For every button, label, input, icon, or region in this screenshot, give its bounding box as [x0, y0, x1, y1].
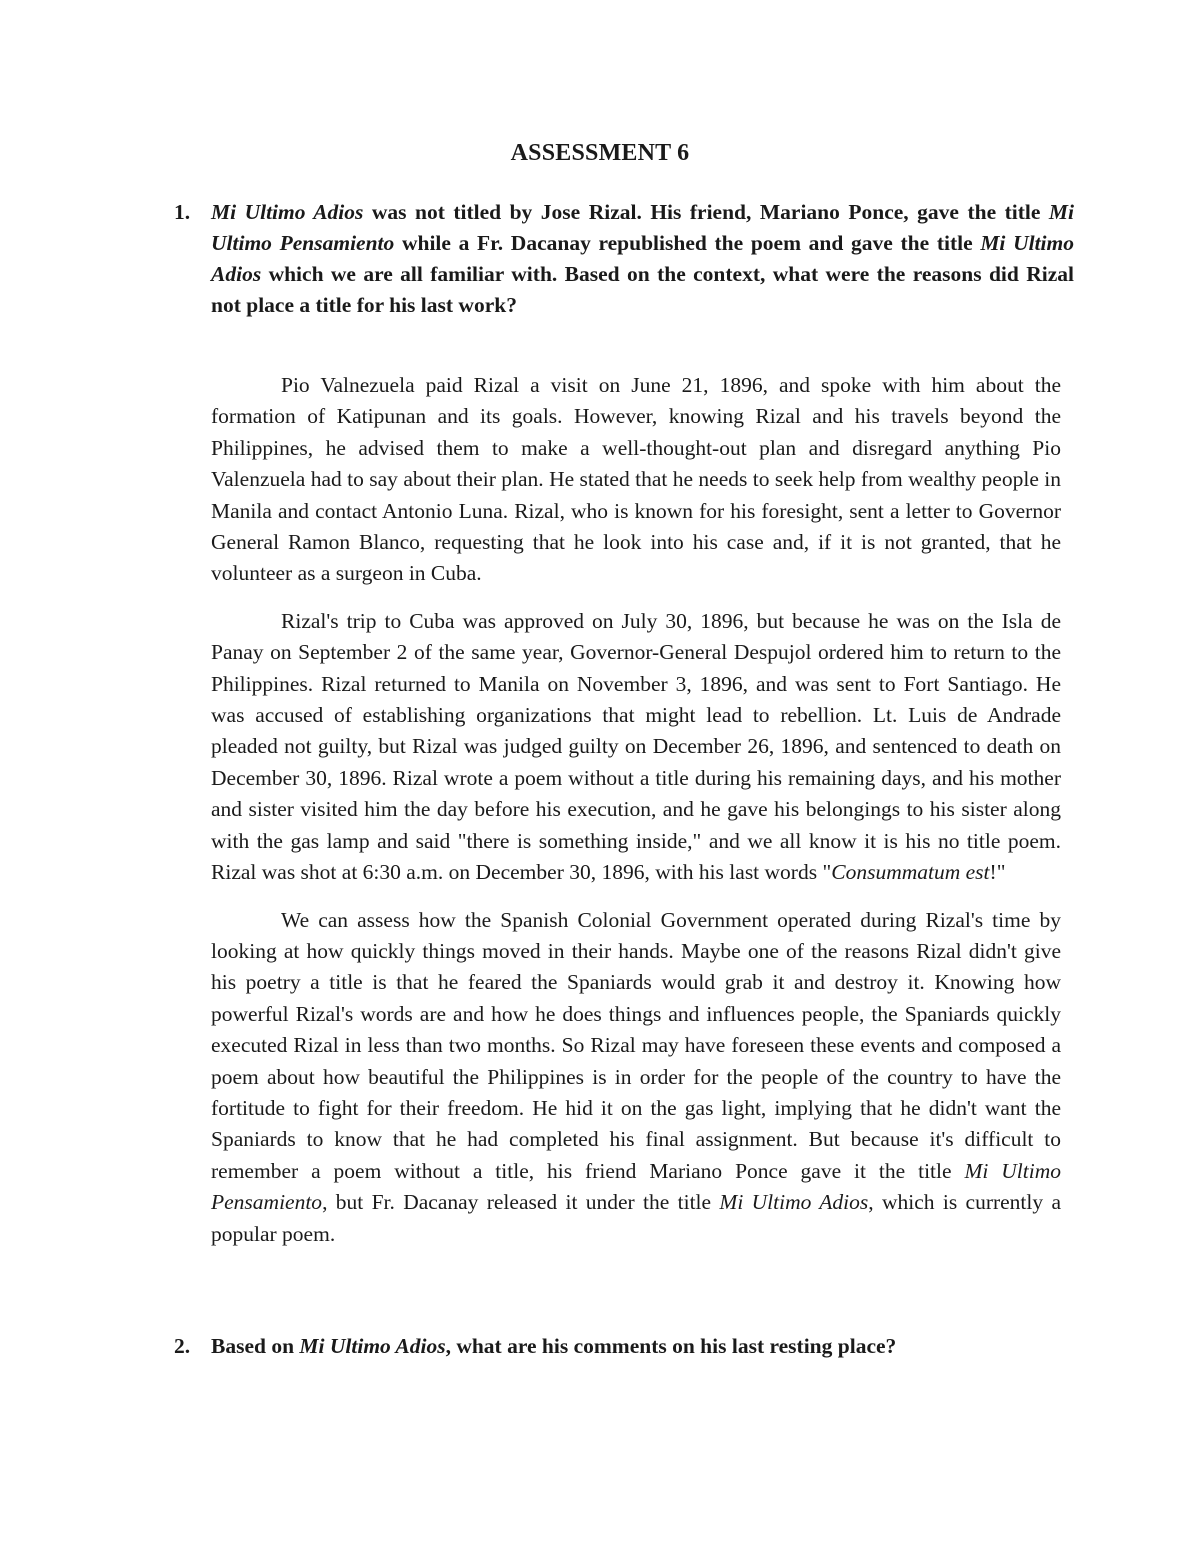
answer-paragraph-2 — [211, 606, 1061, 889]
question-1-text — [211, 197, 1074, 321]
answer-1 — [211, 370, 1061, 1266]
answer-paragraph-3 — [211, 905, 1061, 1250]
question-text-segment: was not titled by Jose Rizal. His friend, Mariano Ponce, gave the title — [363, 200, 1049, 224]
italic-title: Mi Ultimo Adios — [211, 200, 364, 224]
question-1 — [174, 197, 1074, 321]
question-text-segment: which we are all familiar with. Based on the context, what were the reasons did Rizal not place a title for his last work? — [211, 262, 1074, 317]
question-text-segment: , what are his comments on his last resting place? — [445, 1334, 897, 1358]
paragraph-text: !" — [989, 860, 1006, 885]
italic-title: Mi Ultimo Pensamiento — [211, 200, 1074, 255]
italic-title: Mi Ultimo Adios — [719, 1190, 869, 1215]
question-1-number: 1. — [174, 200, 191, 224]
question-text-segment: Based on — [211, 1334, 300, 1358]
question-2-number: 2. — [174, 1334, 191, 1358]
answer-paragraph-1: Pio Valnezuela paid Rizal a visit on June 21, 1896, and spoke with him about the formation of Katipunan and its goals. However, knowing Rizal and his travels beyond the Philippines, he advised them to make a well-thought-out plan and disregard anything Pio Valenzuela had to say about their plan. He stated that he needs to seek help from wealthy people in Manila and contact Antonio Luna. Rizal, who is known for his foresight, sent a letter to Governor General Ramon Blanco, requesting that he look into his case and, if it is not granted, that he volunteer as a surgeon in Cuba. — [211, 373, 1061, 586]
paragraph-text: We can assess how the Spanish Colonial Government operated during Rizal's time by looking at how quickly things moved in their hands. Maybe one of the reasons Rizal didn't give his poetry a title is that he feared the Spaniards would grab it and destroy it. Knowing how powerful Rizal's words are and how he does things and influences people, the Spaniards quickly executed Rizal in less than two months. So Rizal may have foreseen these events and composed a poem about how beautiful the Philippines is in order for the people of the country to have the fortitude to fight for their freedom. He hid it on the gas light, implying that he didn't want the Spaniards to know that he had completed his final assignment. But because it's difficult to remember a poem without a title, his friend Mariano Ponce gave it the title — [211, 907, 1061, 1183]
paragraph-text: , which is currently a popular poem. — [211, 1190, 1062, 1246]
question-text-segment: while a Fr. Dacanay republished the poem and gave the title — [394, 231, 981, 255]
italic-title: Mi Ultimo Adios — [211, 231, 1074, 286]
page-title: ASSESSMENT 6 — [510, 140, 690, 166]
question-2-text — [211, 1331, 1074, 1362]
question-2 — [174, 1331, 1074, 1362]
italic-title: Mi Ultimo Pensamiento — [211, 1158, 1061, 1215]
paragraph-text: Rizal's trip to Cuba was approved on July 30, 1896, but because he was on the Isla de Panay on September 2 of the same year, Governor-General Despujol ordered him to return to the Philippines. Rizal returned to Manila on November 3, 1896, and was sent to Fort Santiago. He was accused of establishing organizations that might lead to rebellion. Lt. Luis de Andrade pleaded not guilty, but Rizal was judged guilty on December 26, 1896, and sentenced to death on December 30, 1896. Rizal wrote a poem without a title during his remaining days, and his mother and sister visited him the day before his execution, and he gave his belongings to his sister along with the gas lamp and said "there is something inside," and we all know it is his no title poem. Rizal was shot at 6:30 a.m. on December 30, 1896, with his last words " — [211, 608, 1061, 885]
italic-quote: Consummatum est — [831, 860, 990, 885]
paragraph-text: , but Fr. Dacanay released it under the title — [322, 1190, 720, 1215]
italic-title: Mi Ultimo Adios — [299, 1334, 446, 1358]
